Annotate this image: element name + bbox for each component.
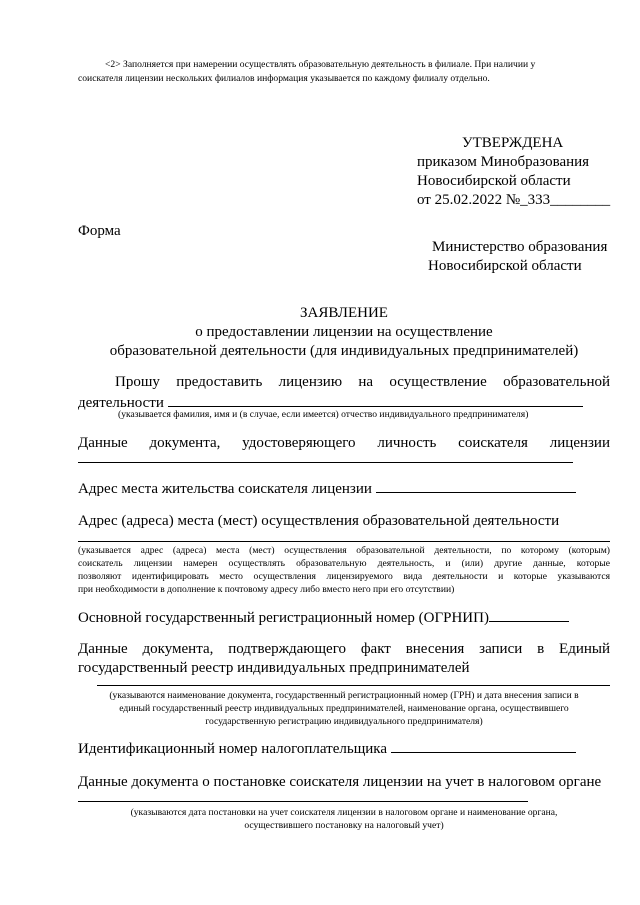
request-line-1: Прошу предоставить лицензию на осуществление образовательной: [115, 374, 610, 390]
request-hint: (указывается фамилия, имя и (в случае, если имеется) отчество индивидуального предпринимателя): [118, 409, 529, 420]
ogrnip-row: [78, 607, 610, 628]
activity-address-label: Адрес (адреса) места (мест) осуществления образовательной деятельности: [78, 513, 560, 529]
residence-row: [78, 478, 610, 499]
heading-line-2: образовательной деятельности (для индивидуальных предпринимателей): [109, 343, 579, 359]
tax-registration-hint-2: осуществившего постановку на налоговый учет): [244, 820, 444, 831]
residence-label: Адрес места жительства соискателя лицензии: [78, 481, 372, 497]
ogrnip-label: Основной государственный регистрационный номер (ОГРНИП): [78, 610, 489, 626]
inn-label: Идентификационный номер налогоплательщика: [78, 741, 388, 757]
footnote-line-1: <2> Заполняется при намерении осуществлять образовательную деятельность в филиале. При наличии у: [105, 59, 536, 70]
egrip-field[interactable]: [97, 685, 610, 686]
entrepreneur-name-field[interactable]: [168, 392, 583, 407]
identity-doc-field[interactable]: [78, 462, 573, 463]
inn-field[interactable]: [391, 738, 576, 753]
heading-title: ЗАЯВЛЕНИЕ: [300, 305, 388, 321]
activity-address-hint-2: соискатель лицензии намерен осуществлять образовательную деятельность, и (или) другие данные, которые: [78, 558, 610, 569]
egrip-hint-3: государственную регистрацию индивидуального предпринимателя): [205, 716, 483, 727]
approval-line-1: приказом Минобразования: [417, 154, 590, 170]
activity-address-hint-4: при необходимости в дополнение к почтовому адресу либо вместо него при его отсутствии): [78, 584, 455, 595]
approval-title: УТВЕРЖДЕНА: [462, 135, 564, 151]
inn-row: [78, 738, 610, 759]
approval-block: [417, 134, 617, 210]
request-line-2: деятельности: [78, 395, 164, 411]
tax-registration-field[interactable]: [78, 801, 528, 802]
tax-registration-hint-1: (указываются дата постановки на учет соискателя лицензии в налоговом органе и наименование органа,: [130, 807, 558, 818]
identity-doc-label: Данные документа, удостоверяющего личность соискателя лицензии: [78, 435, 610, 451]
ogrnip-field[interactable]: [489, 607, 569, 622]
residence-field[interactable]: [376, 478, 576, 493]
approval-line-2: Новосибирской области: [417, 173, 571, 189]
heading-line-1: о предоставлении лицензии на осуществление: [195, 324, 493, 340]
egrip-hint-2: единый государственный реестр индивидуальных предпринимателей, наименование органа, осуществившего: [119, 703, 569, 714]
addressee-block: [420, 238, 620, 276]
document-heading: [78, 304, 610, 361]
tax-registration-label: Данные документа о постановке соискателя лицензии на учет в налоговом органе: [78, 774, 602, 790]
activity-address-hint-1: (указывается адрес (адреса) места (мест) осуществления образовательной деятельности, по которому (которым): [78, 545, 610, 556]
form-label: Форма: [78, 223, 121, 239]
footnote-line-2: соискателя лицензии нескольких филиалов информация указывается по каждому филиалу отдельно.: [78, 73, 490, 84]
egrip-line-1: Данные документа, подтверждающего факт внесения записи в Единый: [78, 641, 610, 657]
egrip-line-2: государственный реестр индивидуальных предпринимателей: [78, 660, 470, 676]
activity-address-field[interactable]: [78, 541, 610, 542]
activity-address-hint-3: позволяют идентифицировать место осуществления лицензируемого вида деятельности и которые указываются: [78, 571, 610, 582]
approval-line-3: от 25.02.2022 №_333________: [417, 192, 611, 208]
addressee-line-1: Министерство образования: [432, 239, 608, 255]
addressee-line-2: Новосибирской области: [428, 258, 582, 274]
egrip-hint-1: (указываются наименование документа, государственный регистрационный номер (ГРН) и дата внесения записи в: [109, 690, 579, 701]
